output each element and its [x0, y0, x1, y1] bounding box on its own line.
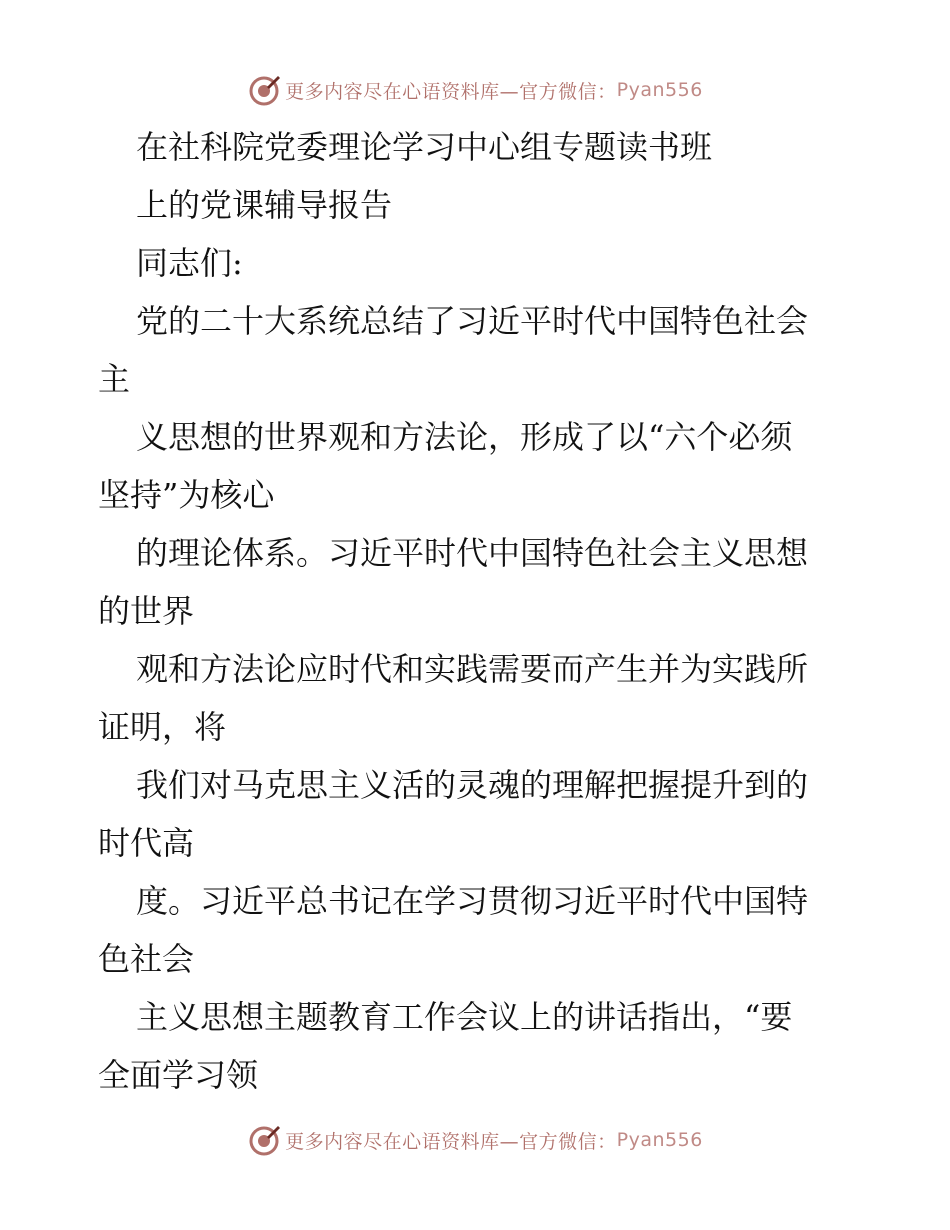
banner-text: 更多内容尽在心语资料库—官方微信： — [285, 1130, 617, 1153]
banner-wechat-id: Pyan556 — [616, 1129, 703, 1151]
body-line: 义思想的世界观和方法论，形成了以“六个必须 — [136, 418, 793, 456]
body-line: 党的二十大系统总结了习近平时代中国特色社会 — [136, 302, 809, 340]
body-line: 的理论体系。习近平时代中国特色社会主义思想 — [136, 534, 809, 572]
banner-text: 更多内容尽在心语资料库—官方微信： — [285, 80, 617, 103]
body-line: 证明，将 — [98, 708, 227, 746]
brush-logo-icon — [247, 73, 281, 107]
salutation: 同志们: — [136, 244, 243, 282]
body-line: 主义思想主题教育工作会议上的讲话指出，“要 — [136, 998, 793, 1036]
body-line: 我们对马克思主义活的灵魂的理解把握提升到的 — [136, 766, 809, 804]
body-line: 坚持”为核心 — [98, 476, 275, 514]
body-line: 全面学习领 — [98, 1056, 259, 1094]
document-title-line-2: 上的党课辅导报告 — [136, 186, 393, 224]
body-line: 度。习近平总书记在学习贯彻习近平时代中国特 — [136, 882, 809, 920]
body-line: 的世界 — [98, 592, 195, 630]
document-title-line-1: 在社科院党委理论学习中心组专题读书班 — [136, 128, 713, 166]
document-body — [98, 118, 858, 1104]
brush-logo-icon — [247, 1123, 281, 1157]
body-line: 观和方法论应时代和实践需要而产生并为实践所 — [136, 650, 809, 688]
body-line: 主 — [98, 360, 131, 398]
banner-wechat-id: Pyan556 — [616, 79, 703, 101]
body-line: 时代高 — [98, 824, 195, 862]
footer-watermark-banner — [0, 1120, 950, 1160]
header-watermark-banner — [0, 70, 950, 110]
body-line: 色社会 — [98, 940, 195, 978]
